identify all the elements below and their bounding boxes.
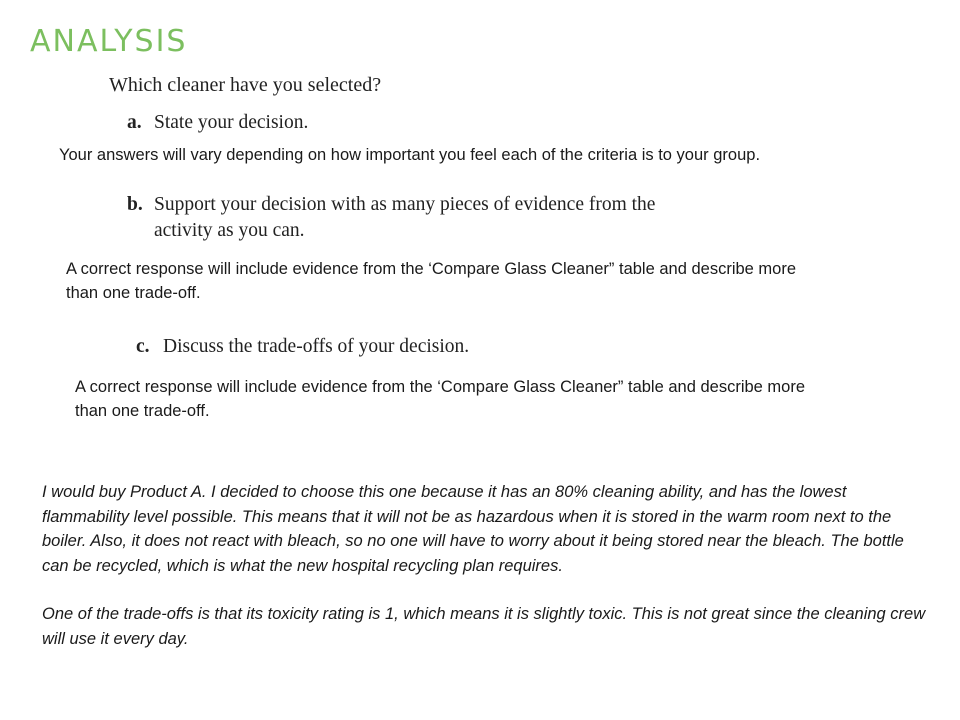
answer-b: A correct response will include evidence from the ‘Compare Glass Cleaner” table and describe more than one trade-off. [66, 260, 797, 302]
page-title: ANALYSIS [30, 24, 188, 59]
prompt-c-text: Discuss the trade-offs of your decision. [163, 336, 470, 357]
prompt-b-text [154, 192, 655, 244]
prompt-a-letter: a. [127, 112, 142, 133]
prompt-b-letter: b. [127, 194, 143, 215]
answer-c: A correct response will include evidence from the ‘Compare Glass Cleaner” table and describe more than one trade-off. [75, 378, 806, 420]
example-paragraph-2: One of the trade-offs is that its toxicity rating is 1, which means it is slightly toxic. This is not great since the cleaning crew will use it every day. [42, 605, 926, 648]
prompt-a [127, 110, 308, 136]
prompt-b-line2: activity as you can. [154, 220, 305, 241]
prompt-a-text: State your decision. [154, 112, 309, 133]
answer-a: Your answers will vary depending on how important you feel each of the criteria is to your group. [59, 146, 761, 164]
prompt-c-letter: c. [136, 336, 150, 357]
example-response [42, 480, 932, 651]
question-heading: Which cleaner have you selected? [109, 74, 382, 96]
prompt-b-line1: Support your decision with as many pieces of evidence from the [154, 194, 656, 215]
example-paragraph-1: I would buy Product A. I decided to choose this one because it has an 80% cleaning ability, and has the lowest flammability level possible. This means that it will not be as hazardous when it is stored in the warm room next to the boiler. Also, it does not react with bleach, so no one will have to worry about it being stored near the bleach. The bottle can be recycled, which is what the new hospital recycling plan requires. [42, 483, 904, 575]
prompt-c [136, 334, 469, 360]
prompt-b [127, 192, 655, 244]
